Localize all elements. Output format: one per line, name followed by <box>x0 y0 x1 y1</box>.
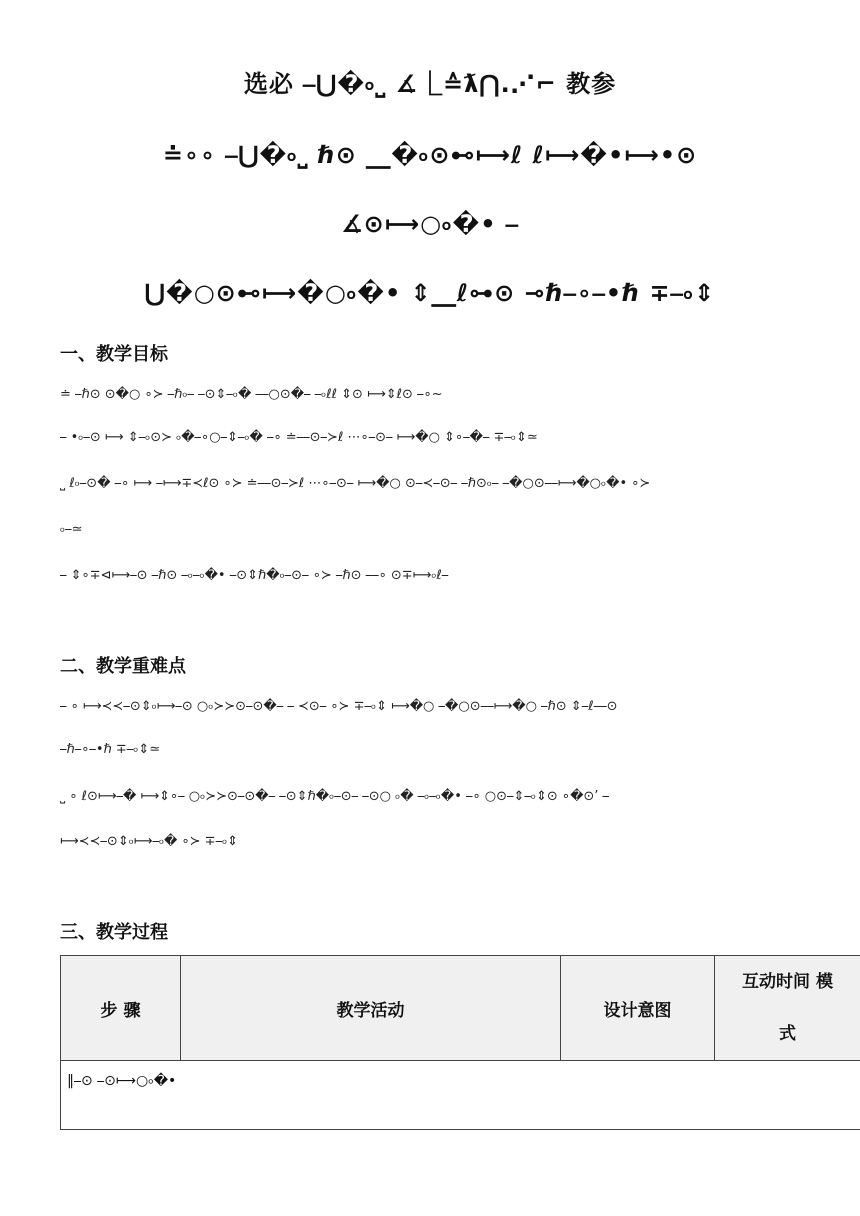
key-point-line: ⟼≺≺⎯⊙⇕৹⟼⎯৹� ∘≻ ∓⎯৹⇕ <box>60 834 239 849</box>
header-step: 步 骤 <box>61 956 181 1061</box>
section-heading-key-points: 二、教学重难点 <box>60 656 186 677</box>
header-interaction-mode-line2: 式 <box>779 1024 796 1044</box>
key-point-line: ⎯ℏ⎯∘⎯•ℏ ∓⎯৹⇕≃ <box>60 742 161 757</box>
header-design-intent: 设计意图 <box>561 956 715 1061</box>
title-line-4: ⋃�○⊙⊷⟼�○৹�• ⇕⎽ℓ⊶⊙ ⊸ℏ⎯∘⎯•ℏ ∓⎯৹⇕ <box>144 279 716 307</box>
title-line-1: 选必 ⎯⋃�৹⎵ ∡⎿≙ƛ⋂.⋰⌐ 教参 <box>243 70 617 98</box>
objective-line: ⎯ ⇕∘∓⊲⟼⎯⊙ ⎯ℏ⊙ ⎯৹⎯৹�• ⎯⊙⇕ℏ�৹⎯⊙⎯ ∘≻ ⎯ℏ⊙ ⎯⎯∘ ⊙∓⟼৹ℓ⎯ <box>60 568 449 583</box>
teaching-process-table <box>60 955 860 1130</box>
title-line-3: ∡⊙⟼○৹�• ⎯ <box>341 210 519 238</box>
objective-line: ৹⎯≃ <box>60 522 83 537</box>
objective-line: ≐ ⎯ℏ⊙ ⊙�○ ∘≻ ⎯ℏ৹⎯ ⎯⊙⇕⎯৹� ⎯⎯○⊙�⎯ ⎯৹ℓℓ ⇕⊙ ⟼⇕ℓ⊙ ⎯∘~ <box>60 387 443 402</box>
objective-line: ⎯ •৹⎯⊙ ⟼ ⇕⎯৹⊙≻ ৹�⎯∘○⎯⇕⎯৹� ⎯∘ ≐⎯⎯⊙⎯≻ℓ ⋯∘⎯⊙⎯ ⟼�○ ⇕∘⎯�⎯ ∓⎯৹⇕≃ <box>60 430 538 445</box>
header-interaction-mode-line1: 互动时间 模 <box>742 972 833 992</box>
table-header-row <box>61 956 860 1061</box>
header-activity: 教学活动 <box>181 956 561 1061</box>
key-point-line: ⎯ ∘ ⟼≺≺⎯⊙⇕৹⟼⎯⊙ ○৹≻≻⊙⎯⊙�⎯ ⎯ ≺⊙⎯ ∘≻ ∓⎯৹⇕ ⟼�○ ⎯�○⊙⎯⎯⟼�○ ⎯ℏ⊙ ⇕⎯ℓ⎯⎯⊙ <box>60 699 618 714</box>
section-heading-process: 三、教学过程 <box>60 922 168 943</box>
key-point-line: ⎵ ∘ ℓ⊙⟼⎯� ⟼⇕∘⎯ ○৹≻≻⊙⎯⊙�⎯ ⎯⊙⇕ℏ�৹⎯⊙⎯ ⎯⊙○ ৹� ⎯৹⎯৹�• ⎯∘ ○⊙⎯⇕⎯৹⇕⊙ ∘�⊙’ ⎯ <box>60 789 610 804</box>
header-interaction-mode <box>715 956 860 1061</box>
section-heading-objectives: 一、教学目标 <box>60 344 168 365</box>
table-row <box>61 1061 860 1130</box>
table-row-cell: ‖⎯⊙ ⎯⊙⟼○৹�• <box>61 1061 860 1130</box>
title-line-2: ≐∘∘ ⎯⋃�৹⎵ ℏ⊙ ⎽�৹⊙⊷⟼ℓ ℓ⟼�•⟼•⊙ <box>162 141 698 169</box>
objective-line: ⎵ ℓ৹⎯⊙� ⎯∘ ⟼ ⎯⟼∓≺ℓ⊙ ∘≻ ≐⎯⎯⊙⎯≻ℓ ⋯∘⎯⊙⎯ ⟼�○ ⊙⎯≺⎯⊙⎯ ⎯ℏ⊙৹⎯ ⎯�○⊙⎯⎯⟼�○৹�• ∘≻ <box>60 476 651 491</box>
